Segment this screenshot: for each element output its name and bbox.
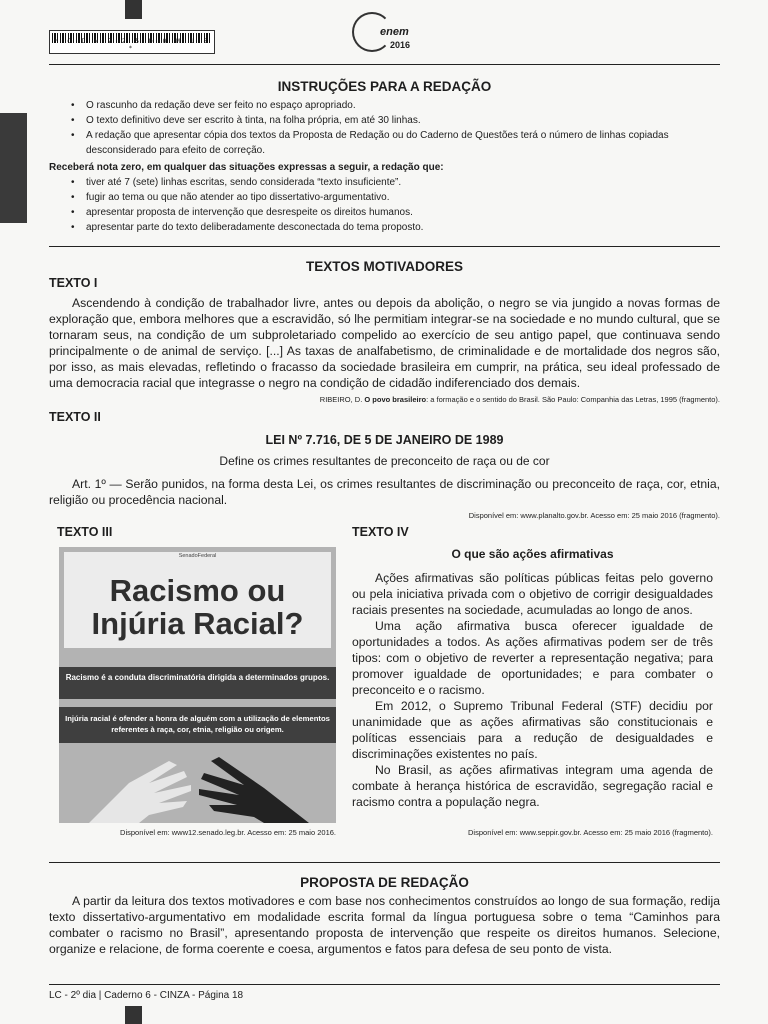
motivadores-title: TEXTOS MOTIVADORES [305,259,464,274]
texto4-body [352,570,713,810]
zero-list [49,175,720,235]
texto1-body: Ascendendo à condição de trabalhador livre, antes ou depois da abolição, o negro se via jungido a novas formas de exploração que, embora melhores que a escravidão, só lhe permitiam integrar-se na sociedade e no mundo cultural, que se tornaram seus, na condição de um subproletariado compelido ao exercício de seu antigo papel, que continuava sendo principalmente o de animal de serviço. [...] As taxas de analfabetismo, de criminalidade e de mortalidade dos negros são, por isso, as mais elevadas, refletindo o fracasso da sociedade brasileira em cumprir, na prática, seu ideal professado de uma democracia racial que integrasse o negro na condição de cidadão indiferenciado dos demais. [49,296,720,390]
poster-headline-line2: Injúria Racial? [91,606,304,641]
zero-heading: Receberá nota zero, em qualquer das situações expressas a seguir, a redação que: [49,162,444,173]
list-item: • apresentar proposta de intervenção que desrespeite os direitos humanos. [86,205,720,220]
texto4-label: TEXTO IV [352,525,409,539]
texto3-label: TEXTO III [57,525,113,539]
instructions-title: INSTRUÇÕES PARA A REDAÇÃO [277,79,492,94]
texto4-source: Disponível em: www.seppir.gov.br. Acesso em: 25 maio 2016 (fragmento). [468,828,713,837]
proposta-title: PROPOSTA DE REDAÇÃO [300,875,469,890]
list-item: • O texto definitivo deve ser escrito à tinta, na folha própria, em até 30 linhas. [86,113,720,128]
proposta-body: A partir da leitura dos textos motivadores e com base nos conhecimentos construídos ao longo de sua formação, redija texto dissertativo-argumentativo em modalidade escrita formal da língua portuguesa sobre o tema “Caminhos para combater o racismo no Brasil”, apresentando proposta de intervenção que respeite os direitos humanos. Selecione, organize e relacione, de forma coerente e coesa, argumentos e fatos para defesa de seu ponto de vista. [49,894,720,956]
texto4-paragraph: Uma ação afirmativa busca oferecer igualdade de oportunidades a todos. As ações afirmativas podem ser de três tipos: com o objetivo de reverter a representação negativa; para promover igualdade de oportunidades; e para combater o preconceito e o racismo. [352,619,713,697]
texto2-body: Art. 1º — Serão punidos, na forma desta Lei, os crimes resultantes de discriminação ou preconceito de raça, cor, etnia, religião ou procedência nacional. [49,477,720,507]
barcode [49,30,215,54]
divider [49,246,720,247]
texto1-label: TEXTO I [49,276,98,290]
poster-brand: SenadoFederal [178,553,217,559]
registration-mark-bottom [125,1006,142,1024]
texto2-label: TEXTO II [49,410,101,424]
side-tab-marker [0,113,27,223]
divider [49,64,720,65]
source-details: : a formação e o sentido do Brasil. São Paulo: Companhia das Letras, 1995 (fragmento). [426,395,720,404]
registration-mark-top [125,0,142,19]
page-footer: LC - 2º dia | Caderno 6 - CINZA - Página 18 [49,990,244,1001]
divider [49,984,720,985]
texto4-title: O que são ações afirmativas [451,547,614,561]
list-item: • O rascunho da redação deve ser feito no espaço apropriado. [86,98,720,113]
list-item: • tiver até 7 (sete) linhas escritas, sendo considerada “texto insuficiente”. [86,175,720,190]
instructions-section [49,98,720,235]
logo-word: enem [380,26,409,38]
instructions-list [49,98,720,158]
poster-headline-line1: Racismo ou [109,573,286,608]
source-book-title: O povo brasileiro [364,395,427,404]
texto2-source: Disponível em: www.planalto.gov.br. Acesso em: 25 maio 2016 (fragmento). [468,511,720,520]
texto3-source: Disponível em: www12.senado.leg.br. Acesso em: 25 maio 2016. [120,828,336,837]
texto4-paragraph: No Brasil, as ações afirmativas integram uma agenda de combate à herança histórica de escravidão, segregação racial e racismo contra a população negra. [352,763,713,809]
hands-illustration-icon [59,743,336,823]
racism-poster-image [59,547,336,823]
poster-headline [64,574,331,640]
divider [49,862,720,863]
list-item: • apresentar parte do texto deliberadamente desconectada do tema proposto. [86,220,720,235]
texto4-paragraph: Ações afirmativas são políticas públicas feitas pelo governo ou pela iniciativa privada com o objetivo de corrigir desigualdades raciais presentes na sociedade, acumuladas ao longo de anos. [352,571,713,617]
barcode-text: * C I N Z 2 5 D O M 1 8 * [53,38,211,52]
source-author: RIBEIRO, D. [319,395,365,404]
list-item: • A redação que apresentar cópia dos textos da Proposta de Redação ou do Caderno de Questões terá o número de linhas copiadas desconsiderado para efeito de correção. [86,128,720,158]
poster-title-card [64,552,331,648]
texto4-paragraph: Em 2012, o Supremo Tribunal Federal (STF) decidiu por unanimidade que as ações afirmativas são constitucionais e políticas essenciais para a redução de desigualdades e discriminações existentes no país. [352,699,713,761]
texto2-subtitle: Define os crimes resultantes de preconceito de raça ou de cor [219,454,550,468]
enem-logo [350,10,420,54]
poster-injury-definition: Injúria racial é ofender a honra de alguém com a utilização de elementos referentes à raça, cor, etnia, religião ou origem. [59,707,336,743]
logo-year: 2016 [390,40,411,50]
poster-racism-definition: Racismo é a conduta discriminatória dirigida a determinados grupos. [59,667,336,699]
texto1-source [49,395,720,404]
list-item: • fugir ao tema ou que não atender ao tipo dissertativo-argumentativo. [86,190,720,205]
texto2-title: LEI Nº 7.716, DE 5 DE JANEIRO DE 1989 [265,433,504,447]
